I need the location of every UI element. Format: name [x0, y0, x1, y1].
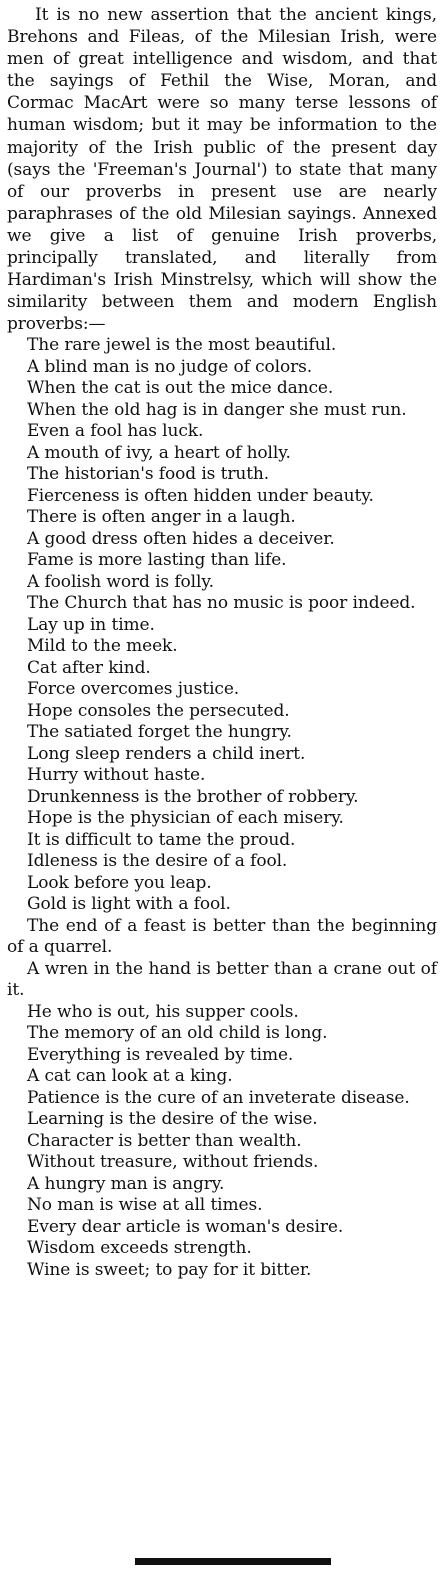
- proverb-item: Wisdom exceeds strength.: [27, 1238, 252, 1259]
- proverb-item: Lay up in time.: [27, 614, 155, 635]
- proverb-item: Fame is more lasting than life.: [27, 550, 287, 571]
- proverb-item: A foolish word is folly.: [27, 571, 214, 592]
- proverb-item: Hope consoles the persecuted.: [27, 700, 290, 721]
- proverb-item: Idleness is the desire of a fool.: [27, 851, 288, 872]
- proverb-item: A cat can look at a king.: [27, 1066, 233, 1087]
- proverb-item: He who is out, his supper cools.: [27, 1001, 299, 1022]
- proverb-item: No man is wise at all times.: [27, 1195, 263, 1216]
- proverb-item: Gold is light with a fool.: [27, 894, 231, 915]
- proverb-item: A mouth of ivy, a heart of holly.: [27, 442, 291, 463]
- proverb-item: Mild to the meek.: [27, 636, 178, 657]
- proverb-item: The satiated forget the hungry.: [27, 722, 292, 743]
- proverb-item: The rare jewel is the most beautiful.: [27, 335, 337, 356]
- proverb-item: The end of a feast is better than the beginning of a quarrel.: [7, 915, 437, 958]
- proverb-item: There is often anger in a laugh.: [27, 507, 296, 528]
- proverb-item: The Church that has no music is poor indeed.: [27, 593, 416, 614]
- proverb-item: It is difficult to tame the proud.: [27, 829, 296, 850]
- column-end-rule: [135, 1558, 331, 1565]
- proverb-item: A blind man is no judge of colors.: [27, 356, 313, 377]
- proverb-item: Look before you leap.: [27, 872, 212, 893]
- proverb-item: Every dear article is woman's desire.: [27, 1216, 344, 1237]
- proverb-item: Character is better than wealth.: [27, 1130, 302, 1151]
- proverb-item: A hungry man is angry.: [27, 1173, 225, 1194]
- proverb-item: Hope is the physician of each misery.: [27, 808, 344, 829]
- proverb-item: Everything is revealed by time.: [27, 1044, 294, 1065]
- proverb-item: A wren in the hand is better than a crane out of it.: [7, 958, 437, 1001]
- proverb-item: Even a fool has luck.: [27, 421, 204, 442]
- proverb-item: When the old hag is in danger she must run.: [27, 399, 407, 420]
- proverb-item: When the cat is out the mice dance.: [27, 378, 334, 399]
- proverb-item: Long sleep renders a child inert.: [27, 743, 306, 764]
- proverb-item: Patience is the cure of an inveterate disease.: [27, 1087, 410, 1108]
- proverb-item: Hurry without haste.: [27, 765, 206, 786]
- proverb-item: Learning is the desire of the wise.: [27, 1109, 318, 1130]
- proverb-item: Fierceness is often hidden under beauty.: [27, 485, 374, 506]
- proverb-item: A good dress often hides a deceiver.: [27, 528, 335, 549]
- proverb-item: Wine is sweet; to pay for it bitter.: [27, 1259, 312, 1280]
- proverb-item: The historian's food is truth.: [27, 464, 270, 485]
- proverb-list: [7, 335, 437, 1281]
- proverb-item: Cat after kind.: [27, 657, 151, 678]
- article-intro: It is no new assertion that the ancient kings, Brehons and Fileas, of the Milesian Irish, were men of great intelligence and wisdom, and that the sayings of Fethil the Wise, Moran, and Cormac MacArt were so many terse lessons of human wisdom; but it may be information to the majority of the Irish public of the present day (says the 'Freeman's Journal') to state that many of our proverbs in present use are nearly paraphrases of the old Milesian sayings. Annexed we give a list of genuine Irish proverbs, principally translated, and literally from Hardiman's Irish Minstrelsy, which will show the similarity between them and modern English proverbs:—: [7, 5, 437, 335]
- proverb-item: Force overcomes justice.: [27, 679, 240, 700]
- proverb-item: Drunkenness is the brother of robbery.: [27, 786, 359, 807]
- proverb-item: The memory of an old child is long.: [27, 1023, 328, 1044]
- proverb-item: Without treasure, without friends.: [27, 1152, 319, 1173]
